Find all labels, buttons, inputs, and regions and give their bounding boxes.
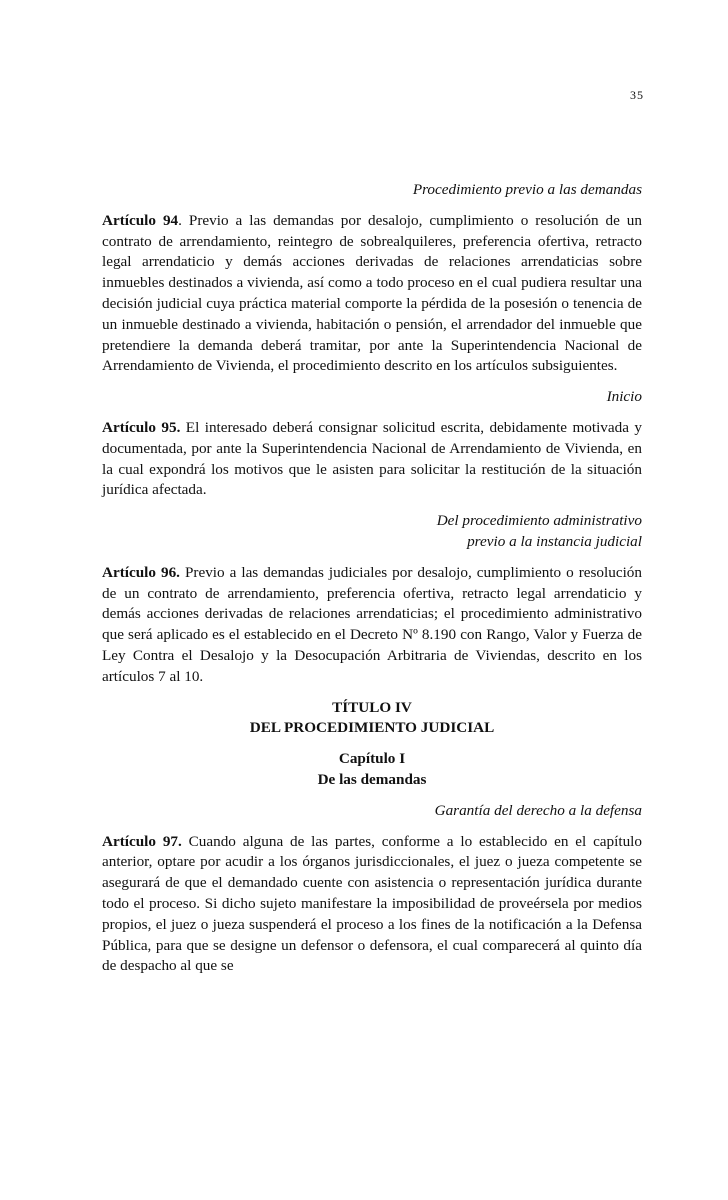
article-96-text: Previo a las demandas judiciales por desalojo, cumplimiento o resolución de un contrato de arrendamiento, preferencia ofertiva, retracto legal arrendaticio y demás acciones derivadas de relaciones arrendaticias; el procedimiento administrativo que será aplicado es el establecido en el Decreto Nº 8.190 con Rango, Valor y Fuerza de Ley Contra el Desalojo y la Desocupación Arbitraria de Viviendas, descrito en los artículos 7 al 10. [102, 563, 642, 685]
article-94 [102, 211, 642, 377]
article-96-label: Artículo 96. [102, 563, 180, 581]
section-heading-line-1: Del procedimiento administrativo [436, 512, 642, 530]
section-heading-text: Garantía del derecho a la defensa [434, 801, 642, 819]
section-heading-procedimiento-administrativo [102, 511, 642, 553]
title-number: TÍTULO IV [332, 698, 412, 716]
page-number: 35 [630, 88, 644, 102]
section-heading-garantia [102, 801, 642, 822]
article-97-text: Cuando alguna de las partes, conforme a lo establecido en el capítulo anterior, optare por acudir a los órganos jurisdiccionales, el juez o jueza competente se asegurará de que el demandado cuente con asistencia o representación jurídica durante todo el proceso. Si dicho sujeto manifestare la imposibilidad de proveérsela por medios propios, el juez o jueza suspenderá el proceso a los fines de la notificación a la Defensa Pública, para que se designe un defensor o defensora, el cual comparecerá al quinto día de despacho al que se [102, 832, 642, 975]
article-95 [102, 418, 642, 501]
section-heading-text: Procedimiento previo a las demandas [412, 181, 642, 198]
chapter-name: De las demandas [317, 770, 427, 788]
article-97 [102, 832, 642, 978]
chapter-number: Capítulo I [338, 750, 406, 768]
article-96 [102, 563, 642, 688]
article-94-text: . Previo a las demandas por desalojo, cumplimiento o resolución de un contrato de arrendamiento, reintegro de sobrealquileres, preferencia ofertiva, retracto legal arrendaticio y demás acciones derivadas de relaciones arrendaticias sobre inmuebles destinados a vivienda, así como a todo proceso en el cual pudiera resultar una decisión judicial cuya práctica material comporte la pérdida de la posesión o tenencia de un inmueble destinado a vivienda, habitación o pensión, el arrendador del inmueble que pretendiere la demanda deberá tramitar, por ante la Superintendencia Nacional de Arrendamiento de Vivienda, el procedimiento descrito en los artículos subsiguientes. [102, 211, 642, 375]
chapter-heading [102, 749, 642, 791]
article-95-text: El interesado deberá consignar solicitud escrita, debidamente motivada y documentada, por ante la Superintendencia Nacional de Arrendamiento de Vivienda, en la cual expondrá los motivos que le asisten para solicitar la restitución de la situación jurídica afectada. [102, 418, 642, 499]
section-heading-inicio [102, 387, 642, 408]
document-body [102, 180, 642, 987]
section-heading-line-2: previo a la instancia judicial [467, 532, 642, 550]
section-heading-procedimiento-previo [102, 180, 642, 201]
title-name: DEL PROCEDIMIENTO JUDICIAL [249, 719, 495, 737]
section-heading-text: Inicio [606, 388, 642, 406]
article-94-label: Artículo 94 [102, 211, 179, 229]
title-heading [102, 698, 642, 740]
article-97-label: Artículo 97. [102, 832, 182, 850]
article-95-label: Artículo 95. [102, 418, 181, 436]
